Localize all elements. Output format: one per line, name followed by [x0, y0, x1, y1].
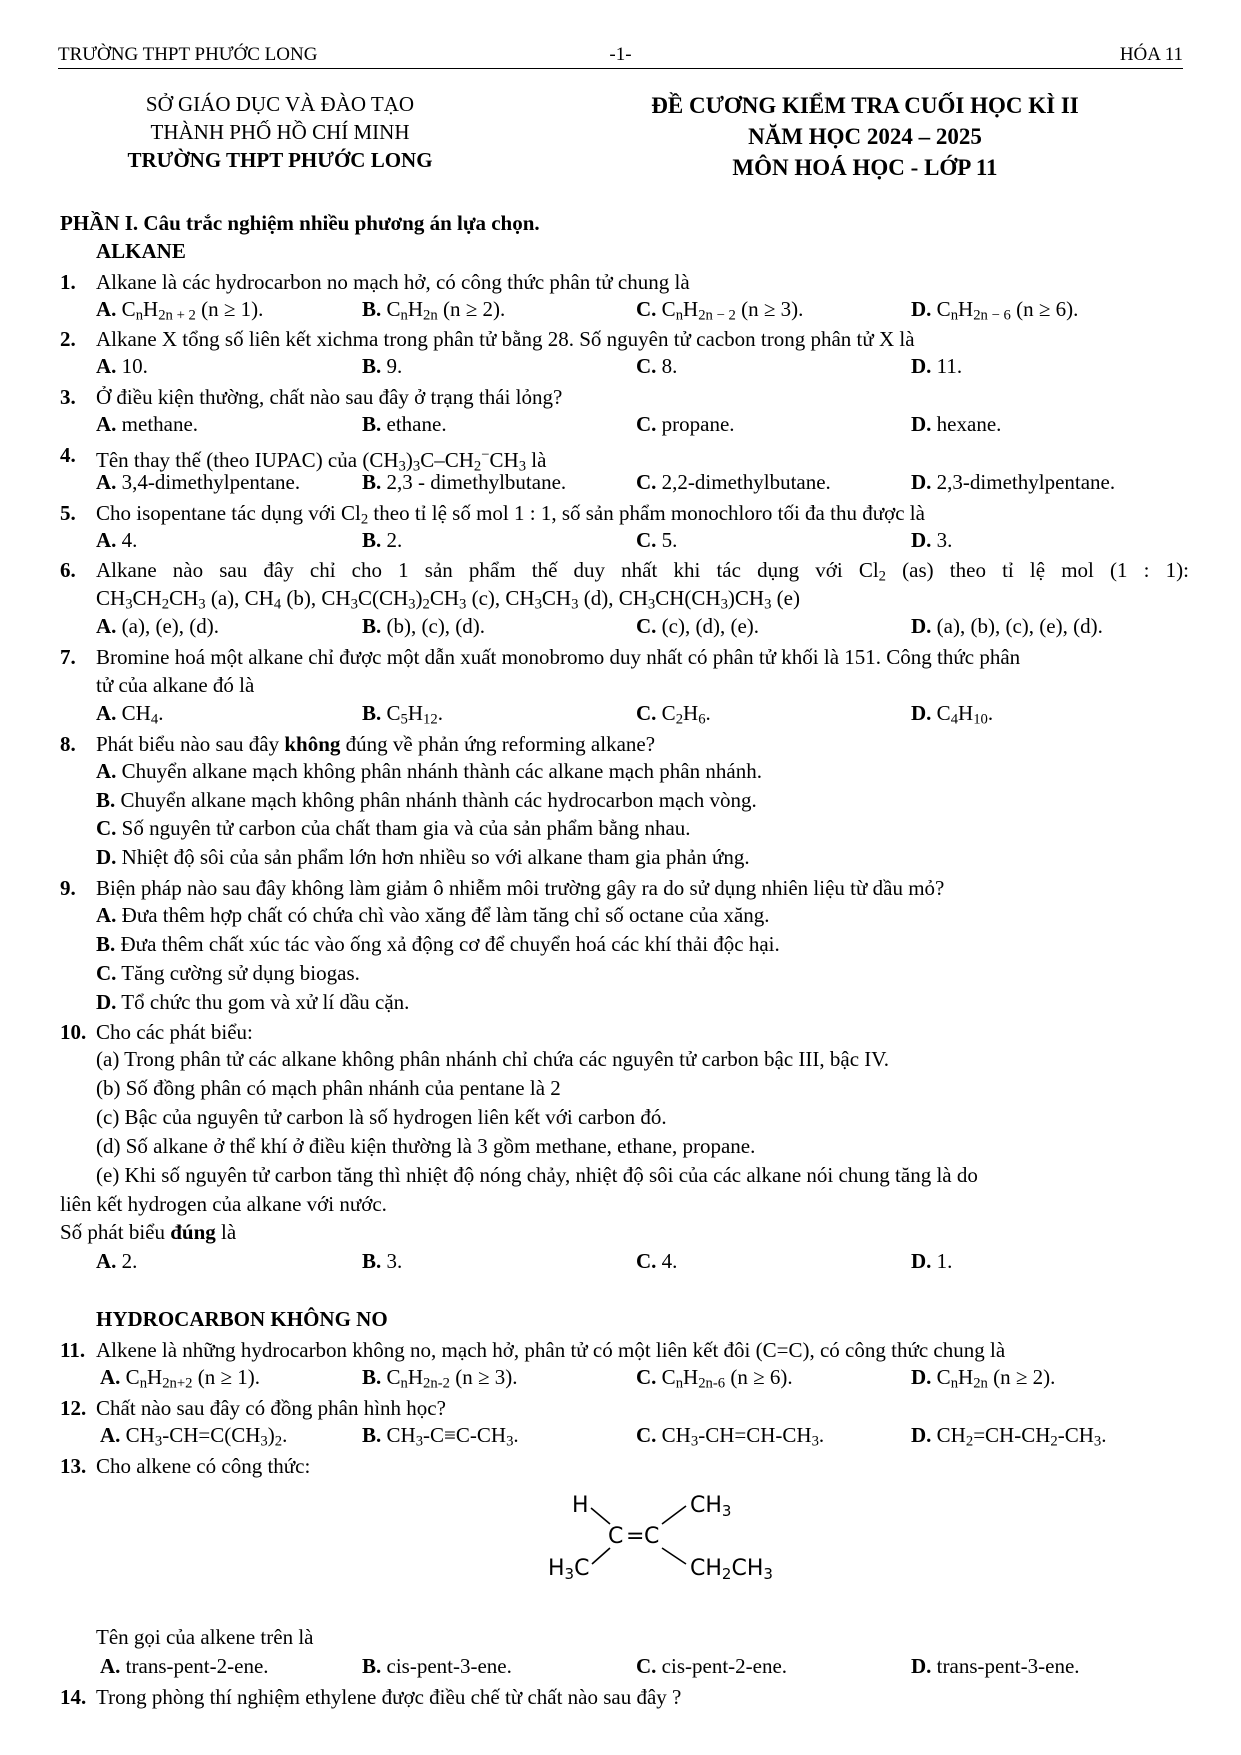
- running-header-school: TRƯỜNG THPT PHƯỚC LONG: [58, 44, 318, 65]
- question-13: [60, 1452, 1189, 1480]
- question-9: [60, 874, 1189, 902]
- question-12-options: [100, 1423, 1189, 1451]
- question-text: Alkane nào sau đây chỉ cho 1 sản phẩm thế duy nhất khi tác dụng với $Cl_2$ (as) theo tỉ lệ mol (1 : 1):: [96, 558, 1189, 585]
- option-b: B. 2,3 - dimethylbutane.: [362, 470, 567, 494]
- option-d: D. 1.: [911, 1249, 953, 1273]
- atom-c-right: C: [644, 1524, 660, 1549]
- bond-h: [591, 1508, 610, 1524]
- question-number: 8.: [60, 732, 76, 756]
- question-text: Tên thay thế (theo IUPAC) của $(CH_3)_3C-CH_2^-CH_3$ là: [96, 447, 547, 475]
- question-1-options: [96, 297, 1189, 325]
- option-c: C. propane.: [636, 412, 735, 436]
- question-3: [60, 383, 1189, 411]
- option-d: D. hexane.: [911, 412, 1002, 436]
- question-text-cont: tử của alkane đó là: [96, 673, 255, 697]
- question-number: 12.: [60, 1396, 87, 1420]
- question-10-ask: Số phát biểu đúng là: [60, 1220, 237, 1244]
- option-a: A. 10.: [96, 354, 148, 378]
- question-compounds: $CH_3CH_2CH_3$ (a), $CH_4$ (b), $CH_3C(CH_3)_2CH_3$ (c), $CH_3CH_3$ (d), $CH_3CH(CH_3)CH_3$ (e): [96, 586, 800, 613]
- statement-e: (e) Khi số nguyên tử carbon tăng thì nhiệt độ nóng chảy, nhiệt độ sôi của các alkane nói chung tăng là do: [96, 1163, 978, 1187]
- option-c: C. $C_nH_{2n - 2}$ (n ≥ 3).: [636, 297, 804, 324]
- question-text: Alkene là những hydrocarbon không no, mạch hở, phân tử có một liên kết đôi (C=C), có công thức chung là: [96, 1338, 1006, 1362]
- question-number: 5.: [60, 501, 76, 525]
- question-14: [60, 1683, 1189, 1711]
- subject-title: MÔN HOÁ HỌC - LỚP 11: [732, 155, 998, 180]
- option-c: C. 2,2-dimethylbutane.: [636, 470, 831, 494]
- option-a: A. trans-pent-2-ene.: [100, 1654, 269, 1678]
- q9-option-b: B. Đưa thêm chất xúc tác vào ống xả động cơ để chuyển hoá các khí thải độc hại.: [96, 932, 780, 956]
- question-12: [60, 1394, 1189, 1422]
- question-text: Alkane là các hydrocarbon no mạch hở, có công thức phân tử chung là: [96, 270, 690, 294]
- question-2: [60, 325, 1189, 353]
- question-13-ask: Tên gọi của alkene trên là: [96, 1625, 314, 1649]
- q9-option-a: A. Đưa thêm hợp chất có chứa chì vào xăng để làm tăng chỉ số octane của xăng.: [96, 903, 770, 927]
- option-c: C. 8.: [636, 354, 678, 378]
- atom-c-left: C: [608, 1524, 624, 1549]
- question-number: 7.: [60, 645, 76, 669]
- question-8: [60, 730, 1189, 758]
- question-text: Bromine hoá một alkane chỉ được một dẫn xuất monobromo duy nhất có phân tử khối là 151. Công thức phân: [96, 645, 1021, 669]
- atom-ch3-top: CH3: [690, 1493, 732, 1520]
- question-2-options: [96, 354, 1189, 382]
- statement-b: (b) Số đồng phân có mạch phân nhánh của pentane là 2: [96, 1076, 561, 1100]
- option-d: D. (a), (b), (c), (e), (d).: [911, 614, 1103, 638]
- issuer-department: SỞ GIÁO DỤC VÀ ĐÀO TẠO: [145, 92, 415, 116]
- option-c: C. $C_nH_{2n-6}$ (n ≥ 6).: [636, 1365, 793, 1392]
- option-b: B. $C_5H_{12}$.: [362, 701, 443, 728]
- question-7-options: [96, 701, 1189, 729]
- q8-option-d: D. Nhiệt độ sôi của sản phẩm lớn hơn nhiều so với alkane tham gia phản ứng.: [96, 845, 750, 869]
- option-b: B. $C_nH_{2n}$ (n ≥ 2).: [362, 297, 506, 324]
- question-7: [60, 643, 1189, 699]
- option-d: D. 11.: [911, 354, 963, 378]
- question-number: 6.: [60, 558, 76, 582]
- q9-option-c: C. Tăng cường sử dụng biogas.: [96, 961, 360, 985]
- question-6: [60, 556, 1189, 612]
- issuer-city: THÀNH PHỐ HỒ CHÍ MINH: [150, 120, 410, 144]
- option-c: C. $C_2H_6$.: [636, 701, 711, 728]
- bond-ch2ch3: [662, 1548, 686, 1564]
- atom-h: H: [572, 1493, 589, 1518]
- alkene-structure-diagram: [540, 1482, 780, 1592]
- option-d: D. 2,3-dimethylpentane.: [911, 470, 1116, 494]
- question-4-options: [96, 470, 1189, 498]
- q8-option-b: B. Chuyển alkane mạch không phân nhánh thành các hydrocarbon mạch vòng.: [96, 788, 757, 812]
- option-b: B. ethane.: [362, 412, 447, 436]
- running-header: [58, 40, 1183, 69]
- option-a: A. 4.: [96, 528, 138, 552]
- q9-option-d: D. Tổ chức thu gom và xử lí dầu cặn.: [96, 990, 410, 1014]
- option-b: B. cis-pent-3-ene.: [362, 1654, 512, 1678]
- document-title: ĐỀ CƯƠNG KIỂM TRA CUỐI HỌC KÌ II: [651, 93, 1079, 118]
- question-11: [60, 1336, 1189, 1364]
- option-b: B. 2.: [362, 528, 403, 552]
- option-b: B. (b), (c), (d).: [362, 614, 486, 638]
- question-text: Biện pháp nào sau đây không làm giảm ô nhiễm môi trường gây ra do sử dụng nhiên liệu từ dầu mỏ?: [96, 876, 945, 900]
- statement-d: (d) Số alkane ở thể khí ở điều kiện thường là 3 gồm methane, ethane, propane.: [96, 1134, 756, 1158]
- question-text: Ở điều kiện thường, chất nào sau đây ở trạng thái lỏng?: [96, 385, 563, 409]
- bond-h3c: [592, 1548, 610, 1564]
- option-a: A. methane.: [96, 412, 199, 436]
- option-b: B. $C_nH_{2n-2}$ (n ≥ 3).: [362, 1365, 518, 1392]
- question-text: Chất nào sau đây có đồng phân hình học?: [96, 1396, 446, 1420]
- question-number: 11.: [60, 1338, 86, 1362]
- question-10: [60, 1018, 1189, 1046]
- running-header-subject: HÓA 11: [1119, 44, 1183, 65]
- question-3-options: [96, 412, 1189, 440]
- atom-h3c: H3C: [548, 1556, 590, 1583]
- option-d: D. $C_4H_{10}$.: [911, 701, 994, 728]
- option-a: A. 3,4-dimethylpentane.: [96, 470, 301, 494]
- option-c: C. $CH_3-CH=CH-CH_3$.: [636, 1423, 825, 1450]
- question-10-options: [96, 1249, 1189, 1277]
- option-b: B. 9.: [362, 354, 403, 378]
- section-title-alkane: ALKANE: [96, 239, 186, 263]
- statement-e-cont: liên kết hydrogen của alkane với nước.: [60, 1192, 387, 1216]
- question-number: 14.: [60, 1685, 87, 1709]
- question-text: Trong phòng thí nghiệm ethylene được điều chế từ chất nào sau đây ?: [96, 1685, 682, 1709]
- option-a: A. (a), (e), (d).: [96, 614, 220, 638]
- question-11-options: [100, 1365, 1189, 1393]
- page-number: -1-: [609, 44, 632, 65]
- option-a: A. $C_nH_{2n + 2}$ (n ≥ 1).: [96, 297, 264, 324]
- question-6-options: [96, 614, 1189, 642]
- option-d: D. 3.: [911, 528, 953, 552]
- double-bond: =: [626, 1524, 645, 1549]
- question-13-options: [100, 1654, 1189, 1682]
- option-a: A. $C_nH_{2n+2}$ (n ≥ 1).: [100, 1365, 261, 1392]
- statement-a: (a) Trong phân tử các alkane không phân nhánh chỉ chứa các nguyên tử carbon bậc III, bậc IV.: [96, 1047, 889, 1071]
- option-d: D. trans-pent-3-ene.: [911, 1654, 1080, 1678]
- part-title: PHẦN I. Câu trắc nghiệm nhiều phương án lựa chọn.: [60, 211, 540, 235]
- question-number: 9.: [60, 876, 76, 900]
- document-title-block: [560, 90, 1170, 183]
- option-c: C. 4.: [636, 1249, 678, 1273]
- question-1: [60, 268, 1189, 296]
- question-5: [60, 499, 1189, 527]
- option-a: A. $CH_4$.: [96, 701, 164, 728]
- option-c: C. cis-pent-2-ene.: [636, 1654, 788, 1678]
- option-d: D. $C_nH_{2n - 6}$ (n ≥ 6).: [911, 297, 1079, 324]
- q8-option-a: A. Chuyển alkane mạch không phân nhánh thành các alkane mạch phân nhánh.: [96, 759, 762, 783]
- question-number: 3.: [60, 385, 76, 409]
- q8-option-c: C. Số nguyên tử carbon của chất tham gia và của sản phẩm bằng nhau.: [96, 816, 691, 840]
- question-number: 13.: [60, 1454, 87, 1478]
- section-title-unsaturated: HYDROCARBON KHÔNG NO: [96, 1307, 388, 1331]
- atom-ch2ch3: CH2CH3: [690, 1556, 773, 1583]
- statement-c: (c) Bậc của nguyên tử carbon là số hydrogen liên kết với carbon đó.: [96, 1105, 667, 1129]
- question-text: Cho alkene có công thức:: [96, 1454, 311, 1478]
- issuer-block: [60, 90, 500, 174]
- option-c: C. 5.: [636, 528, 678, 552]
- question-number: 4.: [60, 443, 76, 467]
- option-a: A. $CH_3-CH=C(CH_3)_2$.: [100, 1423, 288, 1450]
- question-text: Alkane X tổng số liên kết xichma trong phân tử bằng 28. Số nguyên tử cacbon trong phân tử X là: [96, 327, 915, 351]
- option-b: B. 3.: [362, 1249, 403, 1273]
- option-d: D. $C_nH_{2n}$ (n ≥ 2).: [911, 1365, 1056, 1392]
- option-c: C. (c), (d), (e).: [636, 614, 760, 638]
- question-number: 10.: [60, 1020, 87, 1044]
- option-a: A. 2.: [96, 1249, 138, 1273]
- option-d: D. $CH_2=CH-CH_2-CH_3$.: [911, 1423, 1107, 1450]
- question-5-options: [96, 528, 1189, 556]
- question-number: 2.: [60, 327, 76, 351]
- school-year: NĂM HỌC 2024 – 2025: [748, 124, 982, 149]
- question-text: Cho isopentane tác dụng với $Cl_2$ theo tỉ lệ số mol 1 : 1, số sản phẩm monochloro tối đa thu được là: [96, 501, 925, 528]
- question-text: Phát biểu nào sau đây không đúng về phản ứng reforming alkane?: [96, 732, 656, 756]
- question-number: 1.: [60, 270, 76, 294]
- question-text: Cho các phát biểu:: [96, 1020, 253, 1044]
- issuer-school: TRƯỜNG THPT PHƯỚC LONG: [127, 148, 433, 172]
- bond-ch3-top: [662, 1506, 686, 1524]
- option-b: B. $CH_3-C\equiv C-CH_3$.: [362, 1423, 519, 1450]
